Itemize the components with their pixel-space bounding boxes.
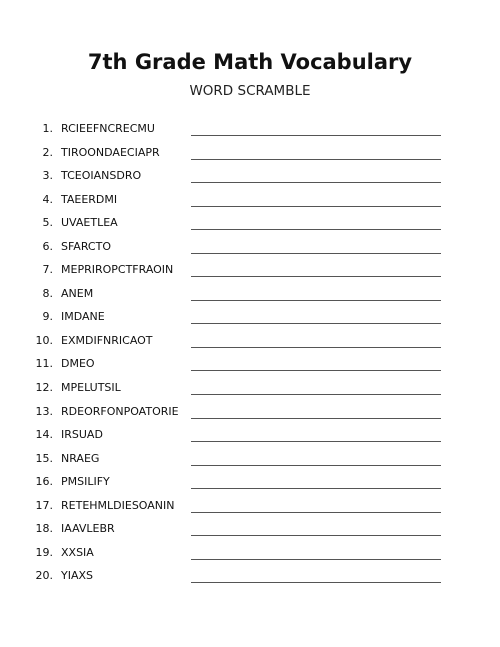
scrambled-word: TCEOIANSDRO (61, 169, 142, 183)
scrambled-word: XXSIA (61, 545, 94, 559)
item-number: 9. (42, 310, 53, 324)
list-item (0, 495, 500, 519)
item-number: 10. (35, 333, 53, 347)
scrambled-word: DMEO (61, 357, 95, 371)
scrambled-word: IRSUAD (61, 428, 103, 442)
scrambled-word: EXMDIFNRICAOT (61, 333, 153, 347)
scrambled-word: ANEM (61, 286, 94, 300)
page-subtitle: WORD SCRAMBLE (189, 83, 311, 99)
answer-line[interactable] (191, 441, 441, 442)
list-item (0, 542, 500, 566)
answer-line[interactable] (191, 394, 441, 395)
answer-line[interactable] (191, 582, 441, 583)
list-item (0, 377, 500, 401)
item-number: 4. (42, 192, 53, 206)
answer-line[interactable] (191, 535, 441, 536)
item-number: 8. (42, 286, 53, 300)
list-item (0, 142, 500, 166)
list-item (0, 518, 500, 542)
answer-line[interactable] (191, 559, 441, 560)
item-number: 17. (35, 498, 53, 512)
scrambled-word: RETEHMLDIESOANIN (61, 498, 175, 512)
list-item (0, 401, 500, 425)
item-number: 13. (35, 404, 53, 418)
word-list (0, 118, 500, 589)
item-number: 20. (35, 569, 53, 583)
answer-line[interactable] (191, 135, 441, 136)
list-item (0, 212, 500, 236)
list-item (0, 471, 500, 495)
answer-line[interactable] (191, 206, 441, 207)
scrambled-word: NRAEG (61, 451, 100, 465)
scrambled-word: MPELUTSIL (61, 381, 121, 395)
item-number: 14. (35, 428, 53, 442)
item-number: 18. (35, 522, 53, 536)
scrambled-word: RCIEEFNCRECMU (61, 122, 155, 135)
answer-line[interactable] (191, 159, 441, 160)
answer-line[interactable] (191, 229, 441, 230)
answer-line[interactable] (191, 323, 441, 324)
scrambled-word: TAEERDMI (61, 192, 118, 206)
answer-line[interactable] (191, 512, 441, 513)
item-number: 7. (42, 263, 53, 277)
list-item (0, 236, 500, 260)
answer-line[interactable] (191, 488, 441, 489)
list-item (0, 118, 500, 142)
item-number: 2. (42, 145, 53, 159)
answer-line[interactable] (191, 347, 441, 348)
item-number: 15. (35, 451, 53, 465)
item-number: 1. (42, 122, 53, 135)
answer-line[interactable] (191, 370, 441, 371)
item-number: 16. (35, 475, 53, 489)
list-item (0, 448, 500, 472)
scrambled-word: IAAVLEBR (61, 522, 115, 536)
answer-line[interactable] (191, 465, 441, 466)
item-number: 3. (42, 169, 53, 183)
answer-line[interactable] (191, 418, 441, 419)
scrambled-word: UVAETLEA (61, 216, 118, 230)
list-item (0, 353, 500, 377)
answer-line[interactable] (191, 253, 441, 254)
list-item (0, 283, 500, 307)
scrambled-word: SFARCTO (61, 239, 111, 253)
scrambled-word: RDEORFONPOATORIE (61, 404, 179, 418)
scrambled-word: PMSILIFY (61, 475, 110, 489)
list-item (0, 306, 500, 330)
list-item (0, 165, 500, 189)
scrambled-word: TIROONDAECIAPR (61, 145, 160, 159)
item-number: 19. (35, 545, 53, 559)
scrambled-word: MEPRIROPCTFRAOIN (61, 263, 174, 277)
item-number: 12. (35, 381, 53, 395)
list-item (0, 259, 500, 283)
list-item (0, 189, 500, 213)
scrambled-word: IMDANE (61, 310, 105, 324)
answer-line[interactable] (191, 276, 441, 277)
list-item (0, 330, 500, 354)
list-item (0, 424, 500, 448)
item-number: 6. (42, 239, 53, 253)
scrambled-word: YIAXS (61, 569, 94, 583)
item-number: 11. (35, 357, 53, 371)
answer-line[interactable] (191, 182, 441, 183)
page-title: 7th Grade Math Vocabulary (87, 50, 413, 74)
list-item (0, 565, 500, 589)
item-number: 5. (42, 216, 53, 230)
answer-line[interactable] (191, 300, 441, 301)
